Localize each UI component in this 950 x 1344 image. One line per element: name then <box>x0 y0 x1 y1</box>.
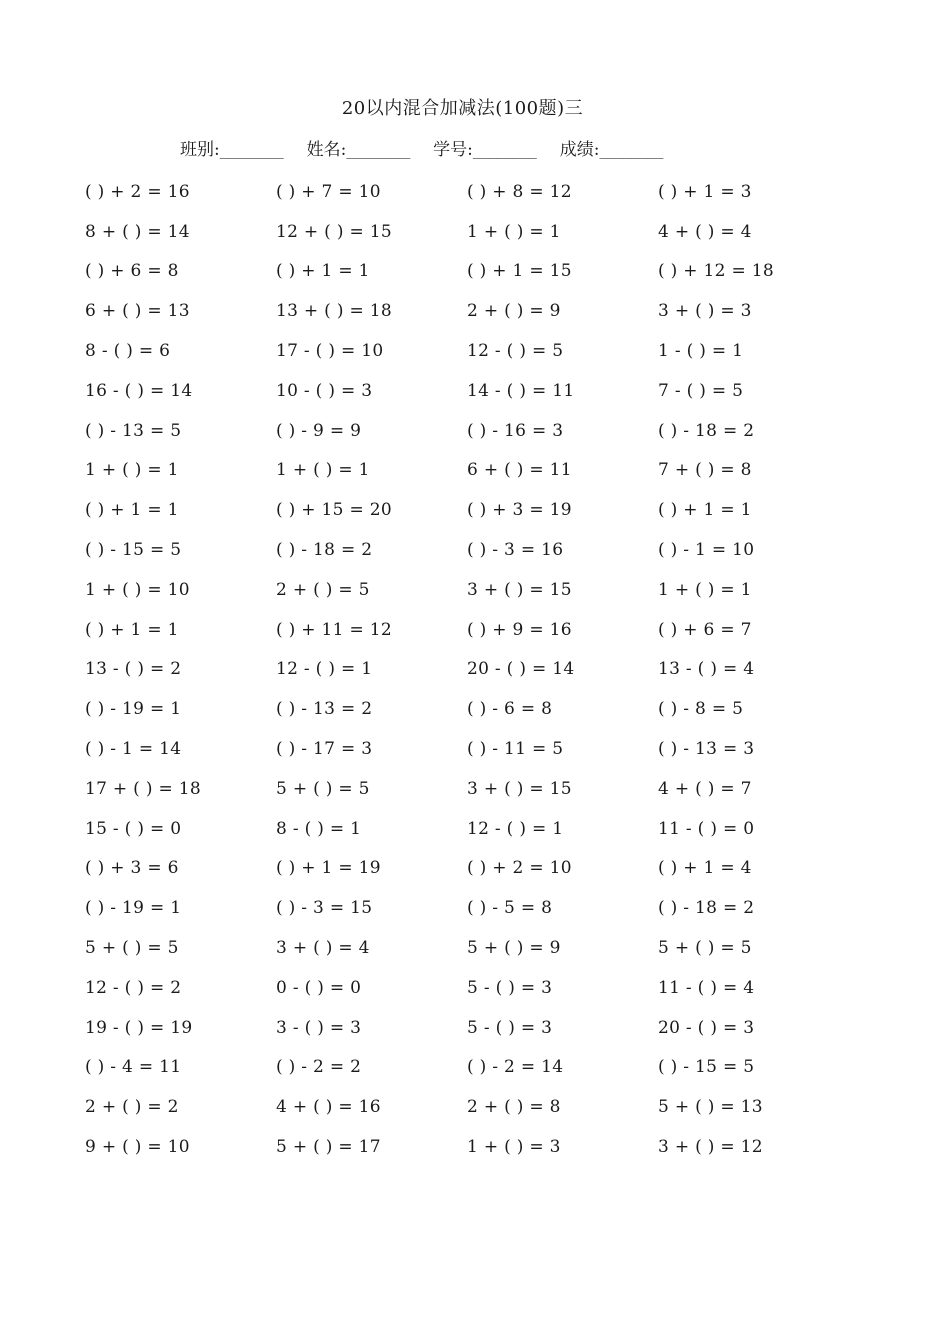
math-problem: ( ) - 17 = 3 <box>276 739 373 760</box>
math-problem: ( ) - 5 = 8 <box>467 898 553 919</box>
math-problem: ( ) - 8 = 5 <box>658 699 744 720</box>
problem-row <box>85 729 865 769</box>
math-problem: 5 + ( ) = 5 <box>658 938 752 959</box>
math-problem: ( ) + 2 = 10 <box>467 858 572 879</box>
math-problem: 3 + ( ) = 12 <box>658 1137 763 1158</box>
math-problem: ( ) - 19 = 1 <box>85 699 182 720</box>
math-problem: ( ) - 18 = 2 <box>658 898 755 919</box>
problem-row <box>85 252 865 292</box>
problem-row <box>85 968 865 1008</box>
math-problem: 11 - ( ) = 0 <box>658 818 755 839</box>
math-problem: 12 - ( ) = 1 <box>276 659 373 680</box>
problem-row <box>85 570 865 610</box>
math-problem: ( ) + 3 = 6 <box>85 858 179 879</box>
math-problem: ( ) - 15 = 5 <box>85 540 182 561</box>
score-blank: ________ <box>599 143 663 159</box>
problem-row <box>85 888 865 928</box>
math-problem: 1 + ( ) = 10 <box>85 579 190 600</box>
math-problem: ( ) + 1 = 4 <box>658 858 752 879</box>
math-problem: 12 - ( ) = 2 <box>85 977 182 998</box>
math-problem: 5 + ( ) = 5 <box>276 778 370 799</box>
problem-row <box>85 1048 865 1088</box>
math-problem: 4 + ( ) = 16 <box>276 1097 381 1118</box>
problem-row <box>85 490 865 530</box>
problem-row <box>85 331 865 371</box>
math-problem: ( ) - 13 = 3 <box>658 739 755 760</box>
problem-row <box>85 650 865 690</box>
math-problem: 5 + ( ) = 9 <box>467 938 561 959</box>
problem-row <box>85 291 865 331</box>
math-problem: ( ) - 11 = 5 <box>467 739 564 760</box>
math-problem: 7 - ( ) = 5 <box>658 380 744 401</box>
math-problem: 15 - ( ) = 0 <box>85 818 182 839</box>
math-problem: 12 - ( ) = 1 <box>467 818 564 839</box>
problem-row <box>85 1127 865 1167</box>
name-blank: ________ <box>346 143 410 159</box>
math-problem: ( ) - 6 = 8 <box>467 699 553 720</box>
math-problem: 5 + ( ) = 5 <box>85 938 179 959</box>
math-problem: ( ) + 1 = 15 <box>467 261 572 282</box>
math-problem: ( ) + 1 = 19 <box>276 858 381 879</box>
worksheet-title: 20以内混合加减法(100题)三 <box>341 98 584 119</box>
math-problem: 2 + ( ) = 9 <box>467 301 561 322</box>
math-problem: ( ) - 15 = 5 <box>658 1057 755 1078</box>
math-problem: 10 - ( ) = 3 <box>276 380 373 401</box>
problem-row <box>85 809 865 849</box>
math-problem: 20 - ( ) = 3 <box>658 1017 755 1038</box>
math-problem: 19 - ( ) = 19 <box>85 1017 193 1038</box>
math-problem: 5 + ( ) = 17 <box>276 1137 381 1158</box>
math-problem: 1 + ( ) = 1 <box>467 221 561 242</box>
math-problem: ( ) + 1 = 1 <box>85 619 179 640</box>
math-problem: ( ) + 7 = 10 <box>276 181 381 202</box>
math-problem: ( ) - 13 = 2 <box>276 699 373 720</box>
problem-row <box>85 849 865 889</box>
math-problem: 3 + ( ) = 3 <box>658 301 752 322</box>
math-problem: 1 + ( ) = 1 <box>658 579 752 600</box>
math-problem: ( ) - 13 = 5 <box>85 420 182 441</box>
math-problem: 8 - ( ) = 1 <box>276 818 362 839</box>
math-problem: ( ) + 6 = 7 <box>658 619 752 640</box>
math-problem: ( ) + 1 = 1 <box>276 261 370 282</box>
math-problem: ( ) + 9 = 16 <box>467 619 572 640</box>
math-problem: 20 - ( ) = 14 <box>467 659 575 680</box>
math-problem: ( ) - 18 = 2 <box>276 540 373 561</box>
math-problem: 12 - ( ) = 5 <box>467 341 564 362</box>
math-problem: 13 - ( ) = 2 <box>85 659 182 680</box>
class-label: 班别: <box>180 140 220 160</box>
math-problem: 5 + ( ) = 13 <box>658 1097 763 1118</box>
problem-row <box>85 172 865 212</box>
math-problem: ( ) + 2 = 16 <box>85 181 190 202</box>
math-problem: 2 + ( ) = 8 <box>467 1097 561 1118</box>
math-problem: 14 - ( ) = 11 <box>467 380 575 401</box>
problem-row <box>85 411 865 451</box>
math-problem: 7 + ( ) = 8 <box>658 460 752 481</box>
math-problem: 1 - ( ) = 1 <box>658 341 744 362</box>
math-problem: 8 + ( ) = 14 <box>85 221 190 242</box>
math-problem: ( ) - 1 = 14 <box>85 739 182 760</box>
math-problem: ( ) - 9 = 9 <box>276 420 362 441</box>
math-problem: 5 - ( ) = 3 <box>467 1017 553 1038</box>
score-label: 成绩: <box>559 140 600 160</box>
math-problem: 11 - ( ) = 4 <box>658 977 755 998</box>
problem-row <box>85 610 865 650</box>
problem-row <box>85 212 865 252</box>
math-problem: ( ) - 3 = 16 <box>467 540 564 561</box>
math-problem: ( ) + 1 = 1 <box>658 500 752 521</box>
math-problem: 3 + ( ) = 15 <box>467 778 572 799</box>
problem-row <box>85 1087 865 1127</box>
math-problem: 3 + ( ) = 4 <box>276 938 370 959</box>
math-problem: 1 + ( ) = 1 <box>276 460 370 481</box>
id-label: 学号: <box>433 140 473 160</box>
math-problem: ( ) + 8 = 12 <box>467 181 572 202</box>
math-problem: 0 - ( ) = 0 <box>276 977 362 998</box>
math-problem: ( ) - 1 = 10 <box>658 540 755 561</box>
math-problem: 3 + ( ) = 15 <box>467 579 572 600</box>
math-problem: ( ) + 3 = 19 <box>467 500 572 521</box>
math-problem: ( ) + 6 = 8 <box>85 261 179 282</box>
problem-grid <box>85 172 865 1167</box>
math-problem: ( ) + 12 = 18 <box>658 261 774 282</box>
student-info-line <box>180 135 663 160</box>
math-problem: 5 - ( ) = 3 <box>467 977 553 998</box>
math-problem: ( ) - 2 = 14 <box>467 1057 564 1078</box>
math-problem: 3 - ( ) = 3 <box>276 1017 362 1038</box>
math-problem: 13 + ( ) = 18 <box>276 301 392 322</box>
math-problem: ( ) - 19 = 1 <box>85 898 182 919</box>
math-problem: 6 + ( ) = 13 <box>85 301 190 322</box>
math-problem: 2 + ( ) = 2 <box>85 1097 179 1118</box>
problem-row <box>85 1008 865 1048</box>
math-problem: 17 - ( ) = 10 <box>276 341 384 362</box>
math-problem: ( ) + 15 = 20 <box>276 500 392 521</box>
math-problem: 17 + ( ) = 18 <box>85 778 201 799</box>
math-problem: 1 + ( ) = 3 <box>467 1137 561 1158</box>
math-problem: ( ) + 1 = 3 <box>658 181 752 202</box>
problem-row <box>85 451 865 491</box>
math-problem: 12 + ( ) = 15 <box>276 221 392 242</box>
problem-row <box>85 530 865 570</box>
math-problem: 2 + ( ) = 5 <box>276 579 370 600</box>
problem-row <box>85 371 865 411</box>
id-blank: ________ <box>472 143 537 159</box>
math-problem: ( ) + 1 = 1 <box>85 500 179 521</box>
math-problem: 4 + ( ) = 4 <box>658 221 752 242</box>
math-problem: 9 + ( ) = 10 <box>85 1137 190 1158</box>
class-blank: ________ <box>219 143 284 159</box>
problem-row <box>85 689 865 729</box>
math-problem: 6 + ( ) = 11 <box>467 460 572 481</box>
math-problem: ( ) - 3 = 15 <box>276 898 373 919</box>
math-problem: ( ) - 18 = 2 <box>658 420 755 441</box>
math-problem: ( ) - 16 = 3 <box>467 420 564 441</box>
math-problem: 16 - ( ) = 14 <box>85 380 193 401</box>
problem-row <box>85 769 865 809</box>
math-problem: ( ) + 11 = 12 <box>276 619 392 640</box>
math-problem: ( ) - 4 = 11 <box>85 1057 182 1078</box>
math-problem: ( ) - 2 = 2 <box>276 1057 362 1078</box>
math-problem: 13 - ( ) = 4 <box>658 659 755 680</box>
math-problem: 8 - ( ) = 6 <box>85 341 171 362</box>
math-problem: 4 + ( ) = 7 <box>658 778 752 799</box>
problem-row <box>85 928 865 968</box>
name-label: 姓名: <box>306 140 347 160</box>
math-problem: 1 + ( ) = 1 <box>85 460 179 481</box>
